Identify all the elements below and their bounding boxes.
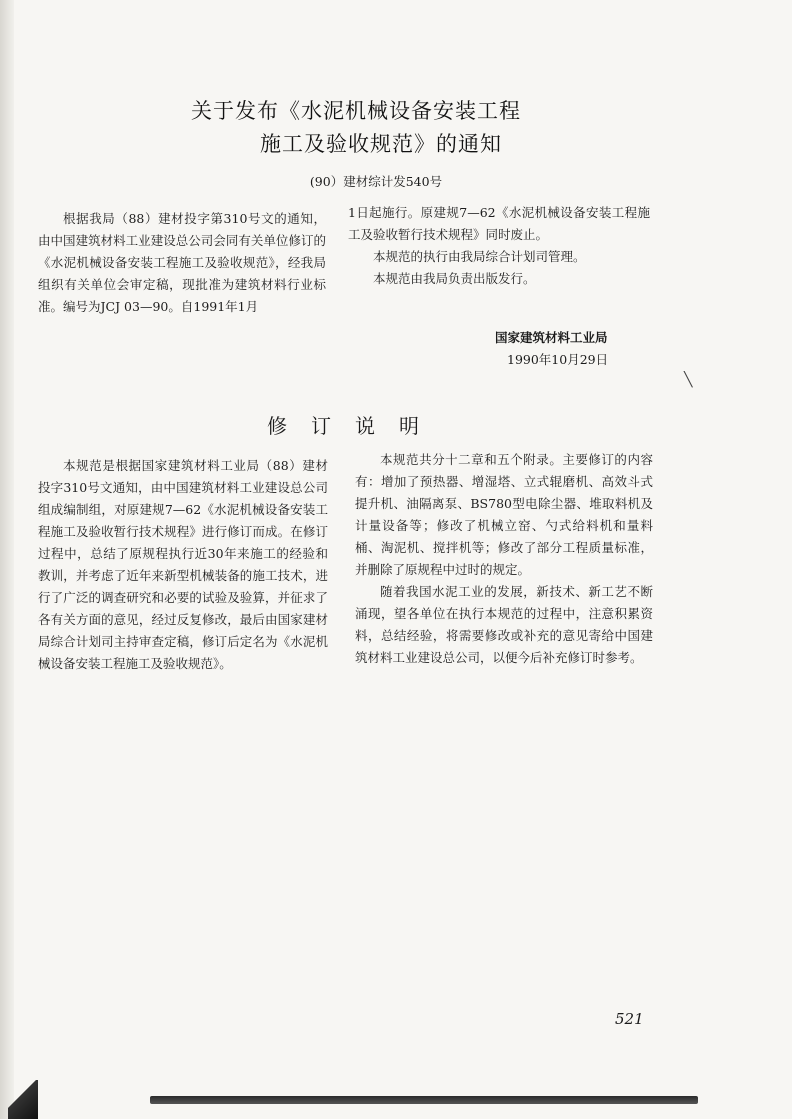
signature-block [495, 327, 608, 371]
revision-paragraph: 本规范共分十二章和五个附录。主要修订的内容有：增加了预热器、增湿塔、立式辊磨机、高效斗式提升机、油隔离泵、BS780型电除尘器、堆取料机及计量设备等；修改了机械立窑、勺式给料机和量料桶、淘泥机、搅拌机等；修改了部分工程质量标准，并删除了原规程中过时的规定。 [355, 452, 653, 577]
revision-body-right [355, 449, 653, 669]
notice-body-left [38, 208, 326, 318]
notice-title-line1: 关于发布《水泥机械设备安装工程 [191, 99, 521, 123]
scan-edge-shadow [0, 0, 14, 1119]
document-number: (90）建材综计发540号 [309, 174, 443, 189]
notice-paragraph: 1日起施行。原建规7—62《水泥机械设备安装工程施工及验收暂行技术规程》同时废止。 [348, 205, 650, 242]
scan-mark: ╲ [684, 372, 693, 388]
page-number: 521 [615, 1010, 644, 1028]
signer-date: 1990年10月29日 [507, 352, 609, 367]
scan-bottom-bar [150, 1096, 698, 1104]
revision-paragraph: 随着我国水泥工业的发展，新技术、新工艺不断涌现，望各单位在执行本规范的过程中，注意积累资料，总结经验，将需要修改或补充的意见寄给中国建筑材料工业建设总公司，以便今后补充修订时参考。 [355, 584, 653, 665]
revision-body-left [38, 455, 328, 675]
scan-corner-mark [8, 1080, 38, 1119]
notice-paragraph: 根据我局（88）建材投字第310号文的通知，由中国建筑材料工业建设总公司会同有关单位修订的《水泥机械设备安装工程施工及验收规范》，经我局组织有关单位会审定稿，现批准为建筑材料行业标准。编号为JCJ 03—90。自1991年1月 [38, 211, 326, 314]
revision-paragraph: 本规范是根据国家建筑材料工业局（88）建材投字310号文通知，由中国建筑材料工业建设总公司组成编制组，对原建规7—62《水泥机械设备安装工程施工及验收暂行技术规程》进行修订而成。在修订过程中，总结了原规程执行近30年来施工的经验和教训，并考虑了近年来新型机械装备的施工技术，进行了广泛的调查研究和必要的试验及验算，并征求了各有关方面的意见，经过反复修改，最后由国家建材局综合计划司主持审查定稿，修订后定名为《水泥机械设备安装工程施工及验收规范》。 [38, 458, 328, 671]
notice-title-line2: 施工及验收规范》的通知 [260, 132, 502, 156]
notice-body-right [348, 202, 650, 290]
notice-paragraph: 本规范由我局负责出版发行。 [373, 271, 536, 286]
signer-organization: 国家建筑材料工业局 [495, 330, 608, 345]
revision-heading: 修订说明 [267, 414, 443, 438]
notice-paragraph: 本规范的执行由我局综合计划司管理。 [373, 249, 586, 264]
